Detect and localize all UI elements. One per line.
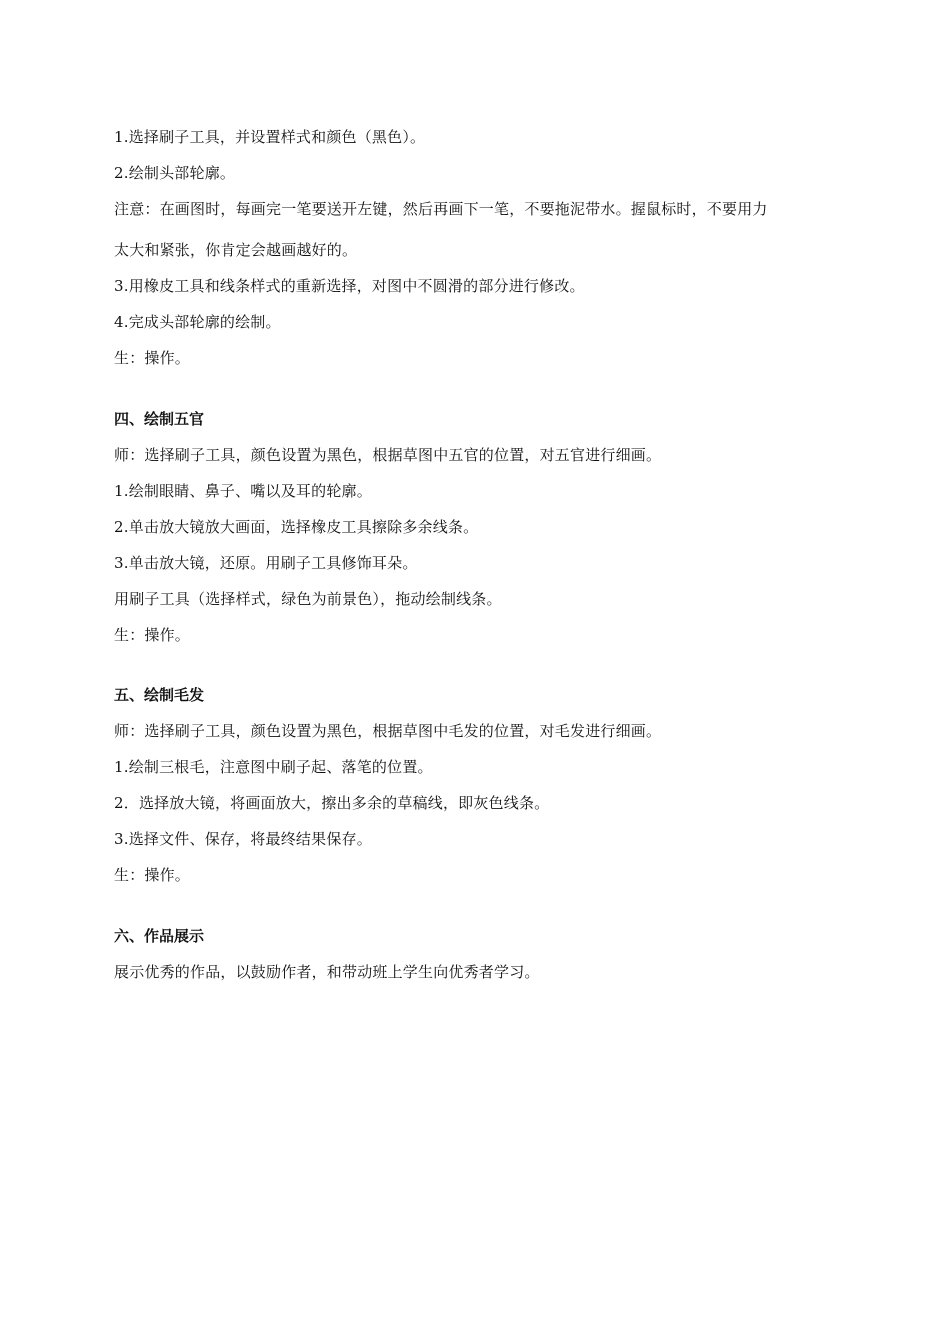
step-zoom-clean: 2．选择放大镜，将画面放大，擦出多余的草稿线，即灰色线条。 bbox=[114, 794, 550, 812]
step-draw-three-hairs: 1.绘制三根毛，注意图中刷子起、落笔的位置。 bbox=[114, 758, 433, 776]
student-operate-1: 生：操作。 bbox=[114, 349, 191, 367]
student-operate-3: 生：操作。 bbox=[114, 866, 191, 884]
step-draw-head-outline: 2.绘制头部轮廓。 bbox=[114, 164, 236, 182]
step-select-brush: 1.选择刷子工具，并设置样式和颜色（黑色）。 bbox=[114, 128, 426, 146]
step-save-file: 3.选择文件、保存，将最终结果保存。 bbox=[114, 830, 372, 848]
section-heading-hair: 五、绘制毛发 bbox=[114, 686, 205, 704]
student-operate-2: 生：操作。 bbox=[114, 626, 191, 644]
note-line-1: 注意：在画图时，每画完一笔要送开左键，然后再画下一笔，不要拖泥带水。握鼠标时，不要用力 bbox=[114, 200, 768, 218]
showcase-description: 展示优秀的作品，以鼓励作者，和带动班上学生向优秀者学习。 bbox=[114, 963, 540, 981]
step-green-lines: 用刷子工具（选择样式，绿色为前景色），拖动绘制线条。 bbox=[114, 590, 502, 608]
section-heading-facial-features: 四、绘制五官 bbox=[114, 410, 205, 428]
step-zoom-erase: 2.单击放大镜放大画面，选择橡皮工具擦除多余线条。 bbox=[114, 518, 479, 536]
step-restore-ears: 3.单击放大镜，还原。用刷子工具修饰耳朵。 bbox=[114, 554, 418, 572]
step-eraser-fix: 3.用橡皮工具和线条样式的重新选择，对图中不圆滑的部分进行修改。 bbox=[114, 277, 585, 295]
teacher-instruction-hair: 师：选择刷子工具，颜色设置为黑色，根据草图中毛发的位置，对毛发进行细画。 bbox=[114, 722, 662, 740]
note-line-2: 太大和紧张，你肯定会越画越好的。 bbox=[114, 241, 358, 259]
teacher-instruction-features: 师：选择刷子工具，颜色设置为黑色，根据草图中五官的位置，对五官进行细画。 bbox=[114, 446, 662, 464]
step-draw-features: 1.绘制眼睛、鼻子、嘴以及耳的轮廓。 bbox=[114, 482, 372, 500]
section-heading-showcase: 六、作品展示 bbox=[114, 927, 205, 945]
step-finish-head: 4.完成头部轮廓的绘制。 bbox=[114, 313, 281, 331]
